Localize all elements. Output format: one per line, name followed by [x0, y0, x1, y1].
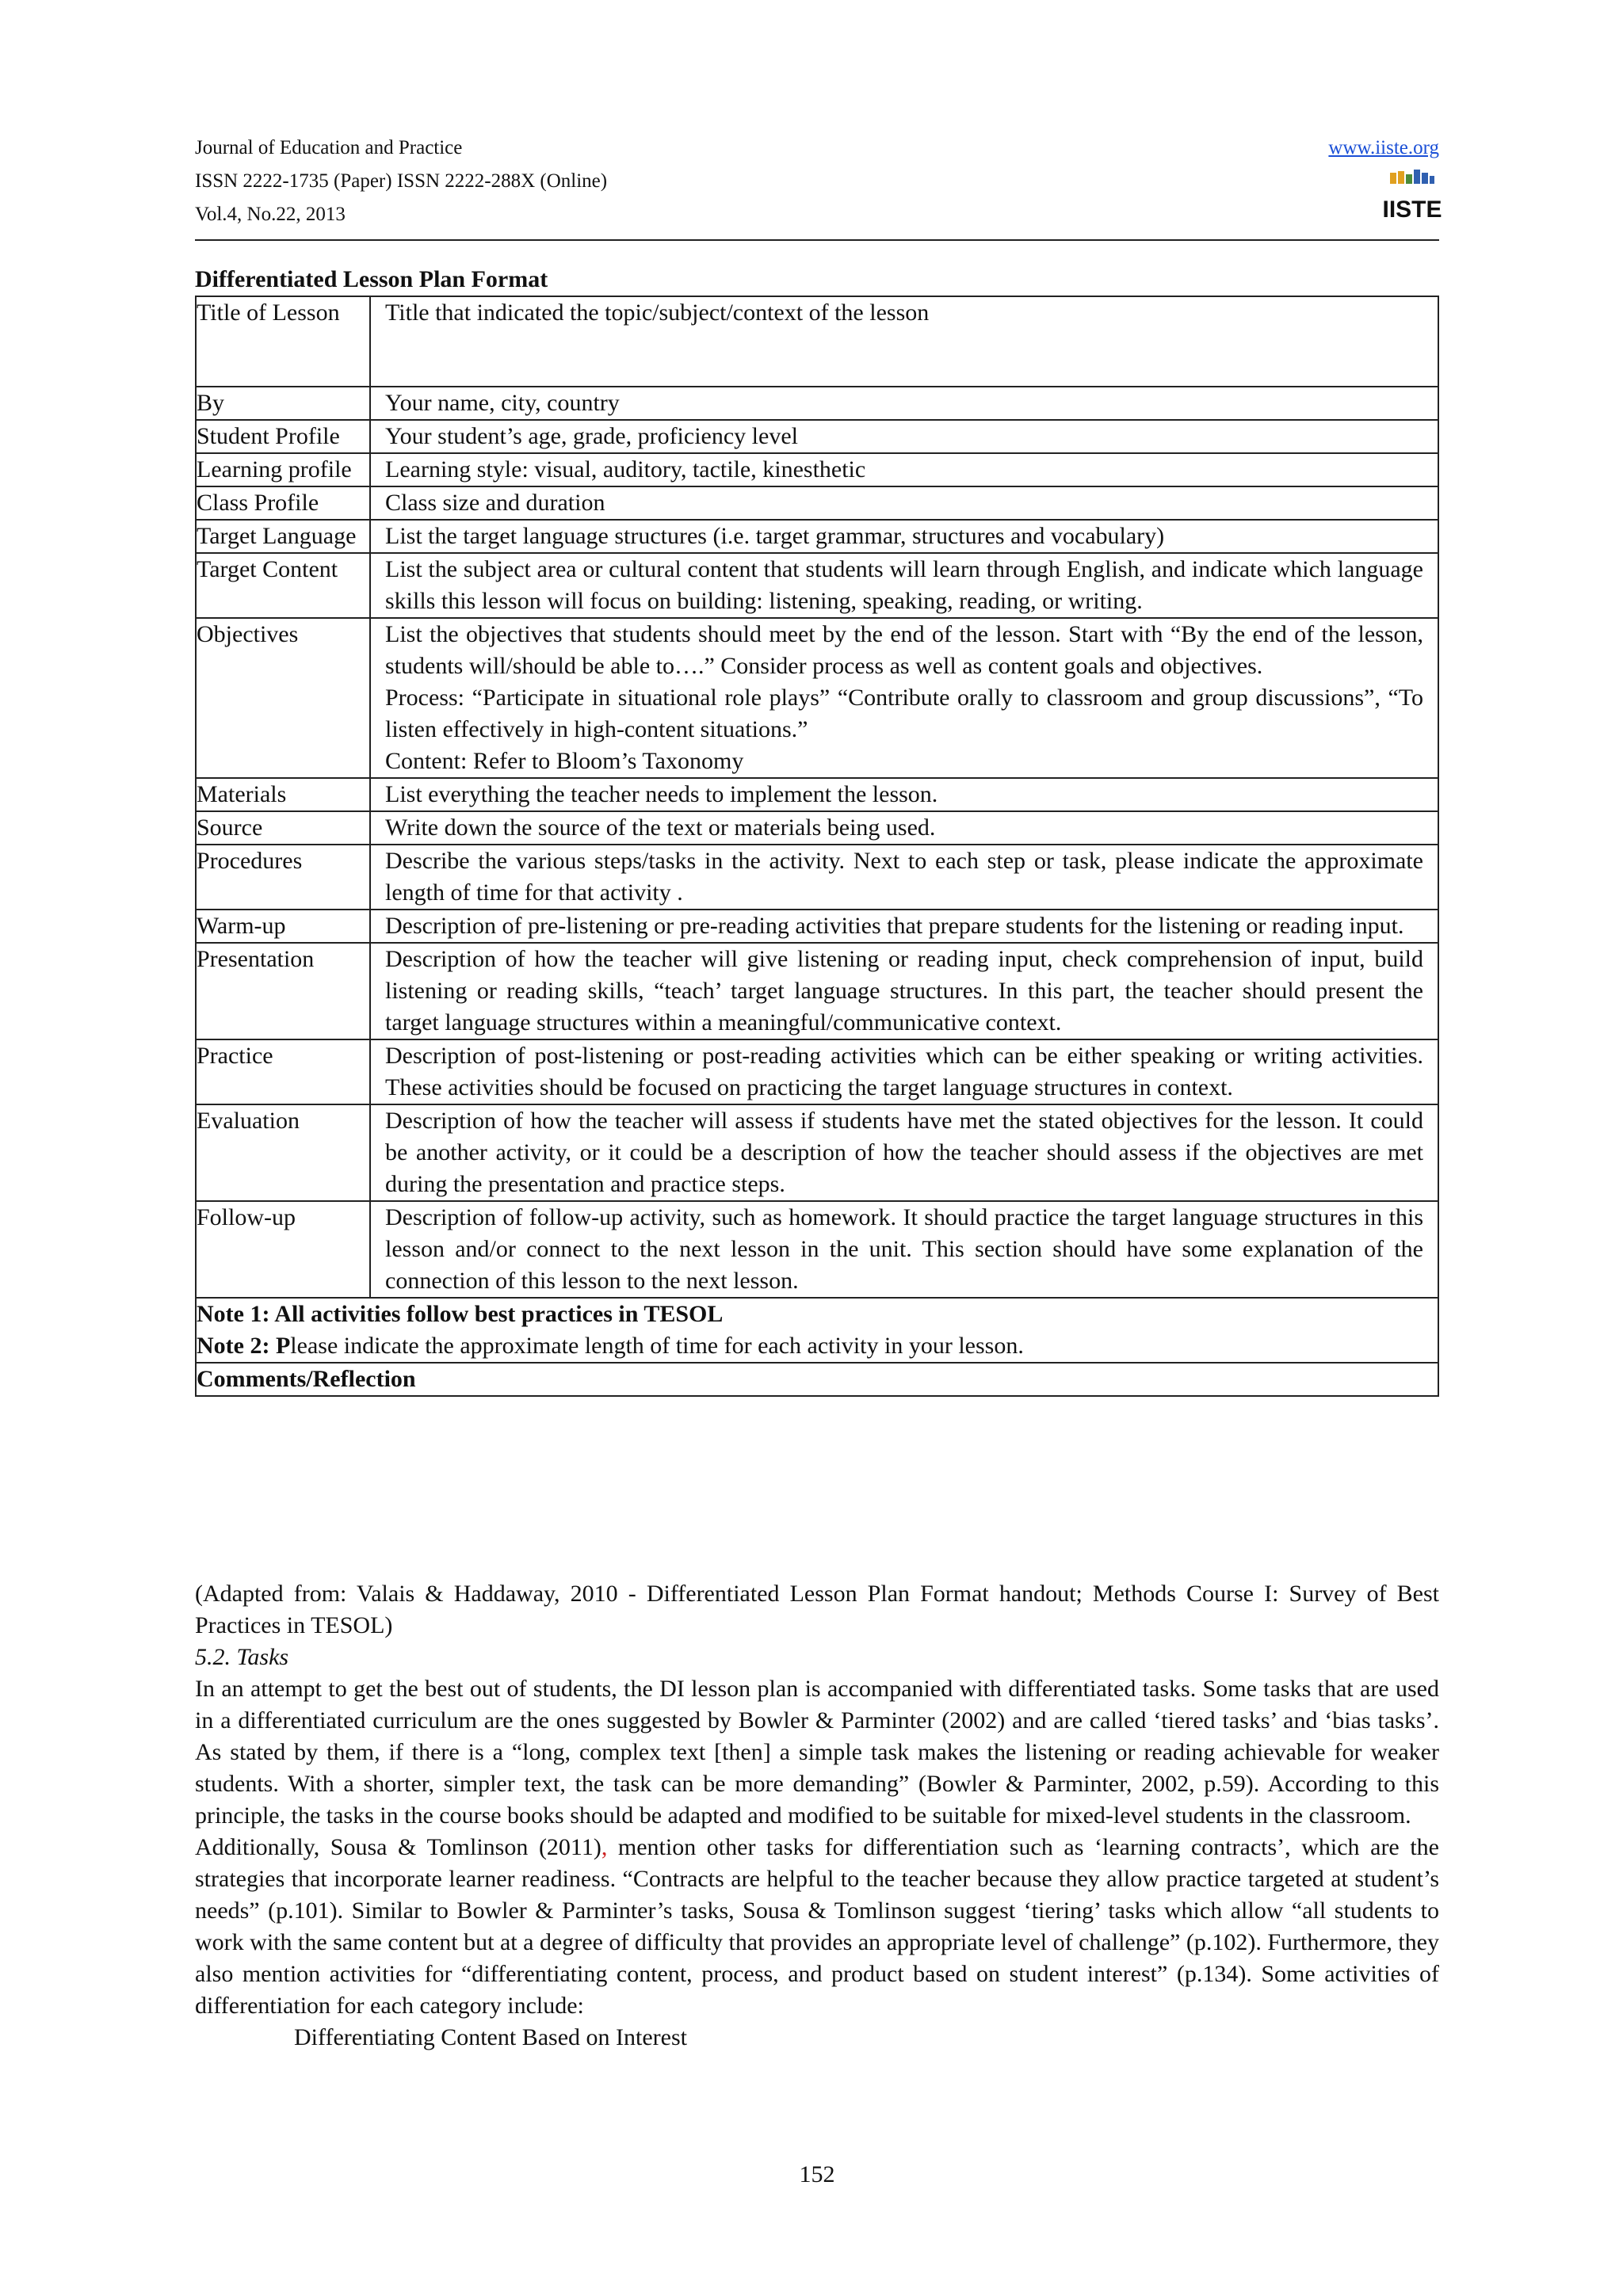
row-value: Title that indicated the topic/subject/context of the lesson	[370, 296, 1438, 387]
svg-text:IISTE: IISTE	[1382, 196, 1442, 223]
row-key: Class Profile	[196, 486, 370, 520]
row-value	[370, 618, 1438, 778]
issn-line: ISSN 2222-1735 (Paper) ISSN 2222-288X (Online)	[195, 170, 608, 192]
table-row	[196, 1104, 1438, 1201]
row-value: Describe the various steps/tasks in the activity. Next to each step or task, please indicate the approximate length of time for that activity .	[370, 845, 1438, 910]
row-value: Write down the source of the text or materials being used.	[370, 811, 1438, 845]
note-1: Note 1: All activities follow best practices in TESOL	[197, 1301, 724, 1327]
row-key: Presentation	[196, 943, 370, 1039]
table-row	[196, 453, 1438, 486]
objectives-content: Content: Refer to Bloom’s Taxonomy	[385, 748, 744, 774]
row-key: Source	[196, 811, 370, 845]
paragraph-1: In an attempt to get the best out of students, the DI lesson plan is accompanied with differentiated tasks. Some tasks that are used in a differentiated curriculum are the ones suggested by Bowler & Parminter (2002) and are called ‘tiered tasks’ and ‘bias tasks’. As stated by them, if there is a “long, complex text [then] a simple task makes the listening or reading achievable for weaker students. With a shorter, simpler text, the task can be more demanding” (Bowler & Parminter, 2002, p.59). According to this principle, the tasks in the course books should be adapted and modified to be suitable for mixed-level students in the classroom.	[195, 1676, 1439, 1829]
header-rule	[195, 239, 1439, 241]
iiste-logo	[1382, 168, 1442, 223]
table-row	[196, 1039, 1438, 1104]
edit-mark: ,	[601, 1834, 608, 1860]
row-value: Your student’s age, grade, proficiency level	[370, 420, 1438, 453]
journal-header	[195, 136, 1442, 239]
row-value: Description of follow-up activity, such as homework. It should practice the target language structures in this lesson and/or connect to the next lesson in the unit. This section should have some explanation of the connection of this lesson to the next lesson.	[370, 1201, 1438, 1298]
row-key: Warm-up	[196, 910, 370, 943]
row-key: Target Language	[196, 520, 370, 553]
table-title: Differentiated Lesson Plan Format	[195, 266, 548, 292]
table-row	[196, 520, 1438, 553]
page-number: 152	[799, 2161, 835, 2187]
note-2	[197, 1330, 1433, 1362]
journal-name: Journal of Education and Practice	[195, 137, 463, 158]
row-key: Procedures	[196, 845, 370, 910]
row-value: List everything the teacher needs to implement the lesson.	[370, 778, 1438, 811]
row-key: Target Content	[196, 553, 370, 618]
table-row	[196, 778, 1438, 811]
table-row	[196, 420, 1438, 453]
row-key: Practice	[196, 1039, 370, 1104]
subheading: Differentiating Content Based on Interest	[294, 2024, 687, 2050]
row-value: Description of how the teacher will give listening or reading input, check comprehension of input, build listening or reading skills, “teach’ target language structures. In this part, the teacher should present the target language structures within a meaningful/communicative context.	[370, 943, 1438, 1039]
section-heading: 5.2. Tasks	[195, 1644, 289, 1670]
comments-label: Comments/Reflection	[196, 1363, 1438, 1396]
table-row	[196, 811, 1438, 845]
row-value: List the subject area or cultural content that students will learn through English, and indicate which language skills this lesson will focus on building: listening, speaking, reading, or writing.	[370, 553, 1438, 618]
objectives-process: Process: “Participate in situational role plays” “Contribute orally to classroom and group discussions”, “To listen effectively in high-content situations.”	[385, 685, 1423, 742]
paragraph-2-start: Additionally, Sousa & Tomlinson (2011)	[195, 1834, 601, 1860]
notes-cell	[196, 1298, 1438, 1363]
table-row	[196, 618, 1438, 778]
note-2-label: Note 2: P	[197, 1333, 291, 1359]
table-row	[196, 1201, 1438, 1298]
comments-row	[196, 1363, 1438, 1396]
paragraph-2	[195, 1832, 1439, 2022]
row-key: Evaluation	[196, 1104, 370, 1201]
table-row	[196, 943, 1438, 1039]
table-row	[196, 553, 1438, 618]
row-value: Your name, city, country	[370, 387, 1438, 420]
row-key: Learning profile	[196, 453, 370, 486]
lesson-plan-table	[195, 296, 1439, 1397]
row-value: Description of post-listening or post-reading activities which can be either speaking or writing activities. These activities should be focused on practicing the target language structures in context.	[370, 1039, 1438, 1104]
body-text	[195, 1578, 1439, 2054]
table-row	[196, 387, 1438, 420]
objectives-text: List the objectives that students should meet by the end of the lesson. Start with “By the end of the lesson, students will/should be able to….” Consider process as well as content goals and objectives.	[385, 621, 1423, 679]
note-2-text: lease indicate the approximate length of time for each activity in your lesson.	[290, 1333, 1024, 1359]
paragraph-2-rest: mention other tasks for differentiation such as ‘learning contracts’, which are the strategies that incorporate learner readiness. “Contracts are helpful to the teacher because they allow practice targeted at student’s needs” (p.101). Similar to Bowler & Parminter’s tasks, Sousa & Tomlinson suggest ‘tiering’ tasks which allow “all students to work with the same content but at a degree of difficulty that provides an appropriate level of challenge” (p.102). Furthermore, they also mention activities for “differentiating content, process, and product based on student interest” (p.134). Some activities of differentiation for each category include:	[195, 1834, 1439, 2019]
table-row	[196, 845, 1438, 910]
row-key: Student Profile	[196, 420, 370, 453]
journal-url-link[interactable]: www.iiste.org	[1328, 137, 1439, 158]
table-row	[196, 296, 1438, 387]
row-key: Materials	[196, 778, 370, 811]
row-value: Description of how the teacher will assess if students have met the stated objectives for the lesson. It could be another activity, or it could be a description of how the teacher should assess if the objectives are met during the presentation and practice steps.	[370, 1104, 1438, 1201]
table-row	[196, 486, 1438, 520]
notes-row	[196, 1298, 1438, 1363]
row-value: Learning style: visual, auditory, tactile, kinesthetic	[370, 453, 1438, 486]
row-key: By	[196, 387, 370, 420]
table-row	[196, 910, 1438, 943]
adapted-note: (Adapted from: Valais & Haddaway, 2010 - Differentiated Lesson Plan Format handout; Methods Course I: Survey of Best Practices in TESOL)	[195, 1581, 1439, 1638]
volume-line: Vol.4, No.22, 2013	[195, 204, 346, 225]
row-value: Class size and duration	[370, 486, 1438, 520]
row-key: Follow-up	[196, 1201, 370, 1298]
row-value: Description of pre-listening or pre-reading activities that prepare students for the listening or reading input.	[370, 910, 1438, 943]
row-key: Objectives	[196, 618, 370, 778]
row-key: Title of Lesson	[196, 296, 370, 387]
row-value: List the target language structures (i.e. target grammar, structures and vocabulary)	[370, 520, 1438, 553]
